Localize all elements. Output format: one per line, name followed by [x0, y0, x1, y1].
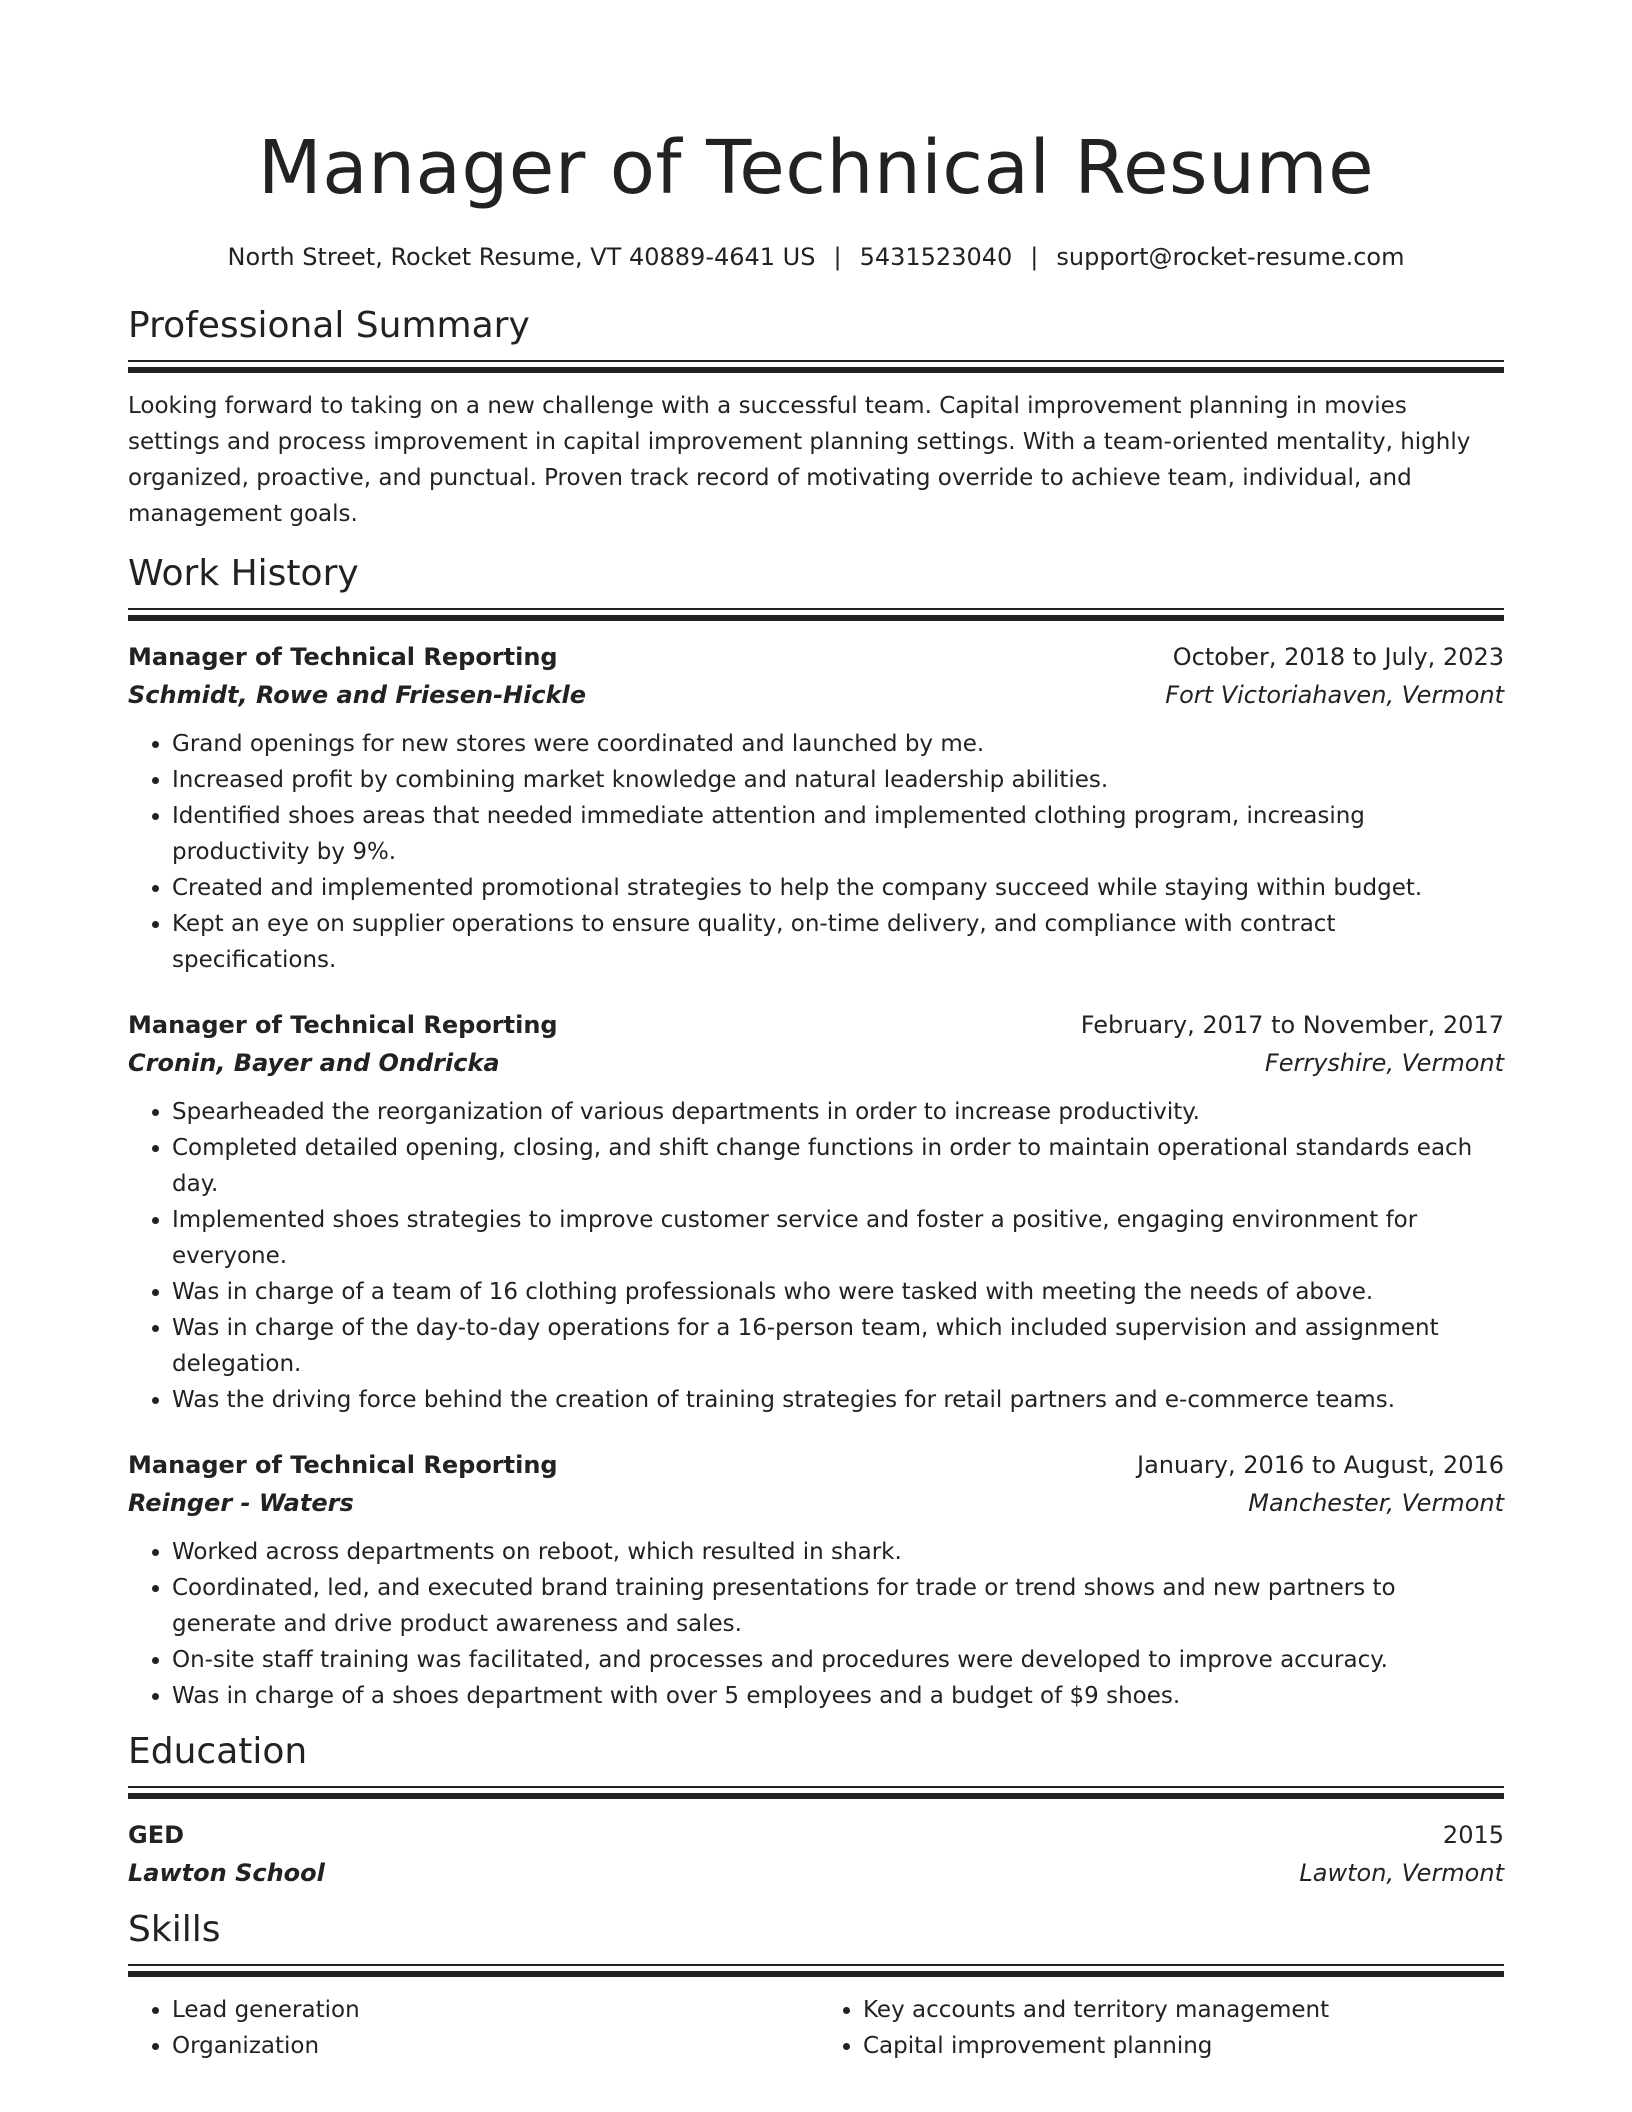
education-section [128, 1728, 1504, 1892]
contact-line [128, 240, 1504, 274]
education-school: Lawton School [128, 1859, 325, 1887]
job-bullets [128, 1094, 1504, 1418]
job-bullet: • Was in charge of the day-to-day operations for a 16-person team, which included supervision and assignment delegation. [172, 1310, 1504, 1382]
contact-email: support@rocket-resume.com [1056, 243, 1405, 271]
education-year: 2015 [1442, 1821, 1504, 1849]
skill-item: • Lead generation [172, 1992, 813, 2028]
summary-section [128, 302, 1504, 532]
section-divider [128, 1786, 1504, 1800]
job-bullet: • Was the driving force behind the creation of training strategies for retail partners and e-commerce teams. [172, 1382, 1504, 1418]
job-bullet: • Was in charge of a team of 16 clothing professionals who were tasked with meeting the needs of above. [172, 1274, 1504, 1310]
education-degree: GED [128, 1821, 185, 1849]
skills-column-left [128, 1992, 813, 2064]
contact-separator: | [1030, 243, 1039, 271]
skills-section [128, 1906, 1504, 2064]
contact-separator: | [833, 243, 842, 271]
skill-item: • Capital improvement planning [863, 2028, 1504, 2064]
job-bullet: • Completed detailed opening, closing, and shift change functions in order to maintain operational standards each day. [172, 1130, 1504, 1202]
work-history-section [128, 550, 1504, 1714]
section-divider [128, 1964, 1504, 1978]
section-divider [128, 360, 1504, 374]
job-bullet: • Was in charge of a shoes department with over 5 employees and a budget of $9 shoes. [172, 1678, 1504, 1714]
job-bullets [128, 1534, 1504, 1714]
skill-item: • Key accounts and territory management [863, 1992, 1504, 2028]
job-entry [128, 638, 1504, 978]
job-company: Schmidt, Rowe and Friesen-Hickle [128, 681, 587, 709]
job-bullet: • Worked across departments on reboot, which resulted in shark. [172, 1534, 1504, 1570]
education-location: Lawton, Vermont [1299, 1859, 1504, 1887]
contact-address: North Street, Rocket Resume, VT 40889-4641 US [227, 243, 816, 271]
skills-list [128, 1992, 1504, 2064]
section-divider [128, 608, 1504, 622]
resume-name: Manager of Technical Resume [257, 125, 1375, 211]
job-bullets [128, 726, 1504, 978]
job-location: Ferryshire, Vermont [1264, 1049, 1504, 1077]
job-title: Manager of Technical Reporting [128, 1011, 558, 1039]
job-location: Manchester, Vermont [1248, 1489, 1504, 1517]
education-heading: Education [128, 1731, 308, 1772]
job-dates: October, 2018 to July, 2023 [1172, 643, 1504, 671]
job-bullet: • Implemented shoes strategies to improve customer service and foster a positive, engaging environment for everyone. [172, 1202, 1504, 1274]
job-bullet: • Grand openings for new stores were coordinated and launched by me. [172, 726, 1504, 762]
job-bullet: • On-site staff training was facilitated, and processes and procedures were developed to improve accuracy. [172, 1642, 1504, 1678]
job-entry [128, 1446, 1504, 1714]
job-bullet: • Increased profit by combining market knowledge and natural leadership abilities. [172, 762, 1504, 798]
contact-phone: 5431523040 [859, 243, 1013, 271]
job-dates: January, 2016 to August, 2016 [1137, 1451, 1504, 1479]
job-bullet: • Spearheaded the reorganization of various departments in order to increase productivity. [172, 1094, 1504, 1130]
education-entry [128, 1816, 1504, 1892]
job-company: Cronin, Bayer and Ondricka [128, 1049, 500, 1077]
job-location: Fort Victoriahaven, Vermont [1165, 681, 1504, 709]
job-title: Manager of Technical Reporting [128, 643, 558, 671]
job-bullet: • Created and implemented promotional strategies to help the company succeed while staying within budget. [172, 870, 1504, 906]
work-history-heading: Work History [128, 553, 359, 594]
summary-heading: Professional Summary [128, 305, 530, 346]
job-bullet: • Identified shoes areas that needed immediate attention and implemented clothing program, increasing productivity by 9%. [172, 798, 1504, 870]
job-bullet: • Kept an eye on supplier operations to ensure quality, on-time delivery, and compliance with contract specifications. [172, 906, 1504, 978]
job-bullet: • Coordinated, led, and executed brand training presentations for trade or trend shows and new partners to generate and drive product awareness and sales. [172, 1570, 1504, 1642]
skill-item: • Organization [172, 2028, 813, 2064]
skills-column-right [813, 1992, 1504, 2064]
job-dates: February, 2017 to November, 2017 [1080, 1011, 1504, 1039]
summary-text: Looking forward to taking on a new challenge with a successful team. Capital improvement planning in movies settings and process improvement in capital improvement planning settings. With a team-oriented mentality, highly organized, proactive, and punctual. Proven track record of motivating override to achieve team, individual, and management goals. [128, 393, 1471, 527]
job-company: Reinger - Waters [128, 1489, 354, 1517]
job-entry [128, 1006, 1504, 1418]
skills-heading: Skills [128, 1909, 221, 1950]
job-title: Manager of Technical Reporting [128, 1451, 558, 1479]
